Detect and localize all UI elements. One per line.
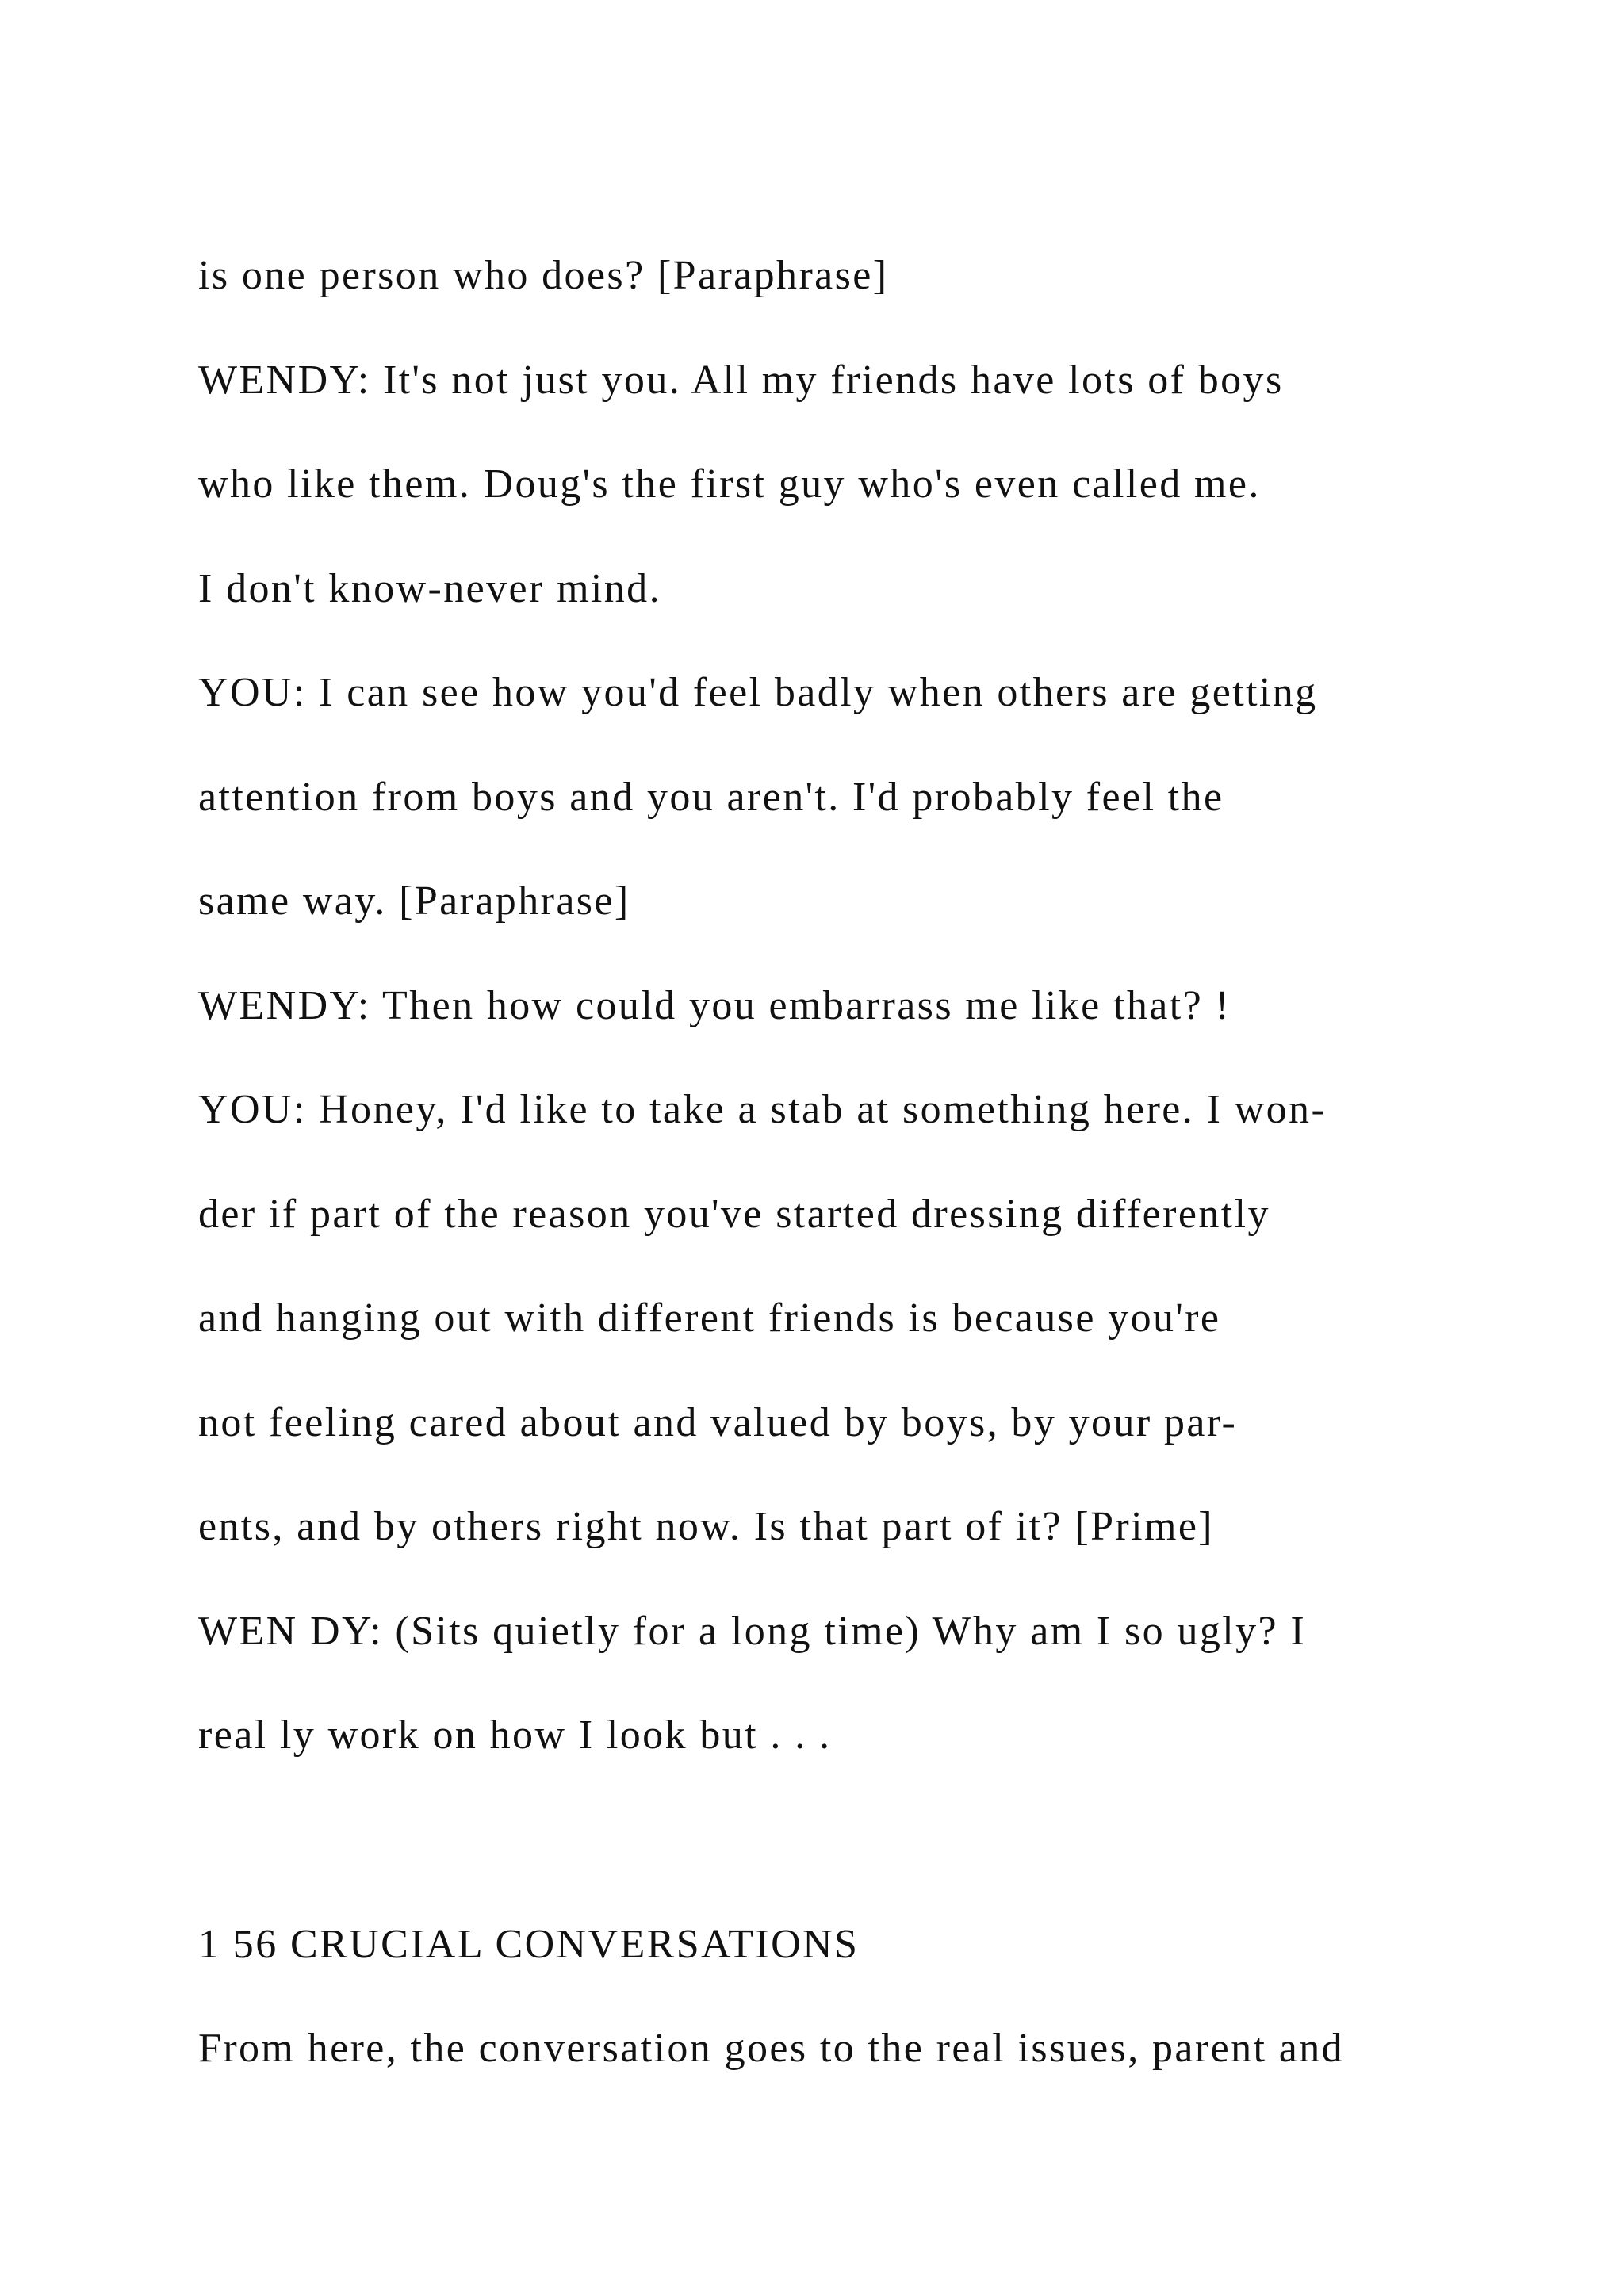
text-line: ents, and by others right now. Is that part of it? [Prime] — [198, 1504, 1215, 1549]
text-line: real ly work on how I look but . . . — [198, 1712, 832, 1758]
text-line: WENDY: Then how could you embarrass me like that? ! — [198, 983, 1231, 1028]
text-line: der if part of the reason you've started dressing differently — [198, 1192, 1270, 1237]
text-line: YOU: Honey, I'd like to take a stab at something here. I won- — [198, 1087, 1327, 1132]
continuation-line: From here, the conversation goes to the real issues, parent and — [198, 2026, 1345, 2071]
page-footer: 1 56 CRUCIAL CONVERSATIONS — [198, 1922, 860, 1967]
text-line: attention from boys and you aren't. I'd probably feel the — [198, 775, 1224, 820]
text-line: who like them. Doug's the first guy who's even called me. — [198, 461, 1261, 507]
text-line: same way. [Paraphrase] — [198, 878, 630, 924]
text-line: YOU: I can see how you'd feel badly when others are getting — [198, 670, 1318, 715]
text-line: WEN DY: (Sits quietly for a long time) Why am I so ugly? I — [198, 1609, 1307, 1654]
text-line: is one person who does? [Paraphrase] — [198, 253, 889, 298]
text-line: WENDY: It's not just you. All my friends have lots of boys — [198, 358, 1284, 403]
text-line: not feeling cared about and valued by boys, by your par- — [198, 1400, 1238, 1445]
text-line: and hanging out with different friends is because you're — [198, 1295, 1221, 1341]
text-line: I don't know-never mind. — [198, 566, 661, 611]
